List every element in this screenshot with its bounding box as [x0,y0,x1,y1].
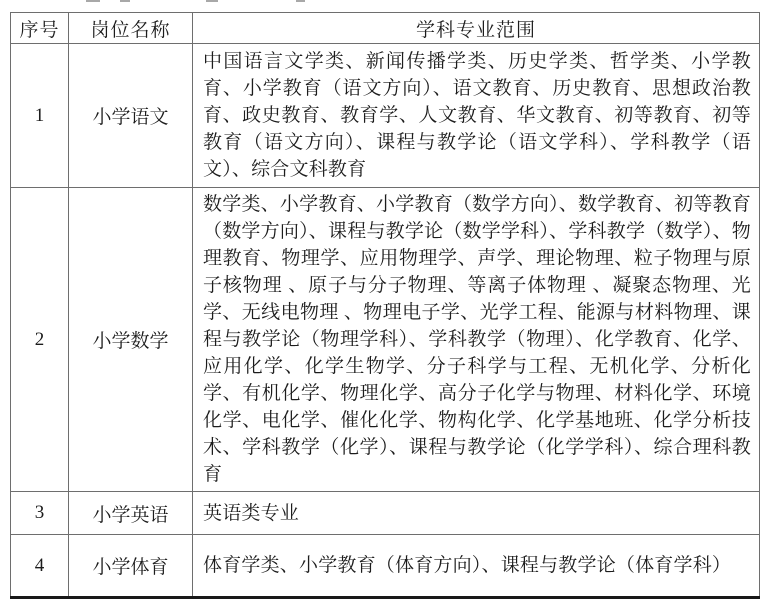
table-row [11,492,760,535]
serial-number-cell: 2 [11,188,69,492]
table-row [11,188,760,492]
table-row [11,44,760,188]
position-name-cell: 小学数学 [69,188,193,492]
major-scope-cell: 中国语言文学类、新闻传播学类、历史学类、哲学类、小学教育、小学教育（语文方向）、语文教育、历史教育、思想政治教育、政史教育、教育学、人文教育、华文教育、初等教育、初等教育（语文方向）、课程与教学论（语文学科）、学科教学（语文）、综合文科教育 [193,44,760,188]
serial-number-cell: 4 [11,535,69,598]
table-header-row [11,13,760,44]
major-scope-cell: 英语类专业 [193,492,760,535]
position-name-cell: 小学英语 [69,492,193,535]
table-row [11,535,760,598]
position-name-cell: 小学体育 [69,535,193,598]
cropped-text-remnant [86,0,386,3]
header-position-name: 岗位名称 [69,13,193,44]
position-majors-table [10,12,760,599]
major-scope-cell: 体育学类、小学教育（体育方向）、课程与教学论（体育学科） [193,535,760,598]
position-name-cell: 小学语文 [69,44,193,188]
serial-number-cell: 1 [11,44,69,188]
major-scope-cell: 数学类、小学教育、小学教育（数学方向）、数学教育、初等教育（数学方向）、课程与教学论（数学学科）、学科教学（数学）、物理教育、物理学、应用物理学、声学、理论物理、粒子物理与原子核物理 、原子与分子物理、等离子体物理 、凝聚态物理、光学、无线电物理 、物理电子学、光学工程、能源与材料物理、课程与教学论（物理学科）、学科教学（物理）、化学教育、化学、应用化学、化学生物学、分子科学与工程、无机化学、分析化学、有机化学、物理化学、高分子化学与物理、材料化学、环境化学、电化学、催化化学、物构化学、化学基地班、化学分析技术、学科教学（化学）、课程与教学论（化学学科）、综合理科教育 [193,188,760,492]
header-major-scope: 学科专业范围 [193,13,760,44]
header-serial-number: 序号 [11,13,69,44]
serial-number-cell: 3 [11,492,69,535]
